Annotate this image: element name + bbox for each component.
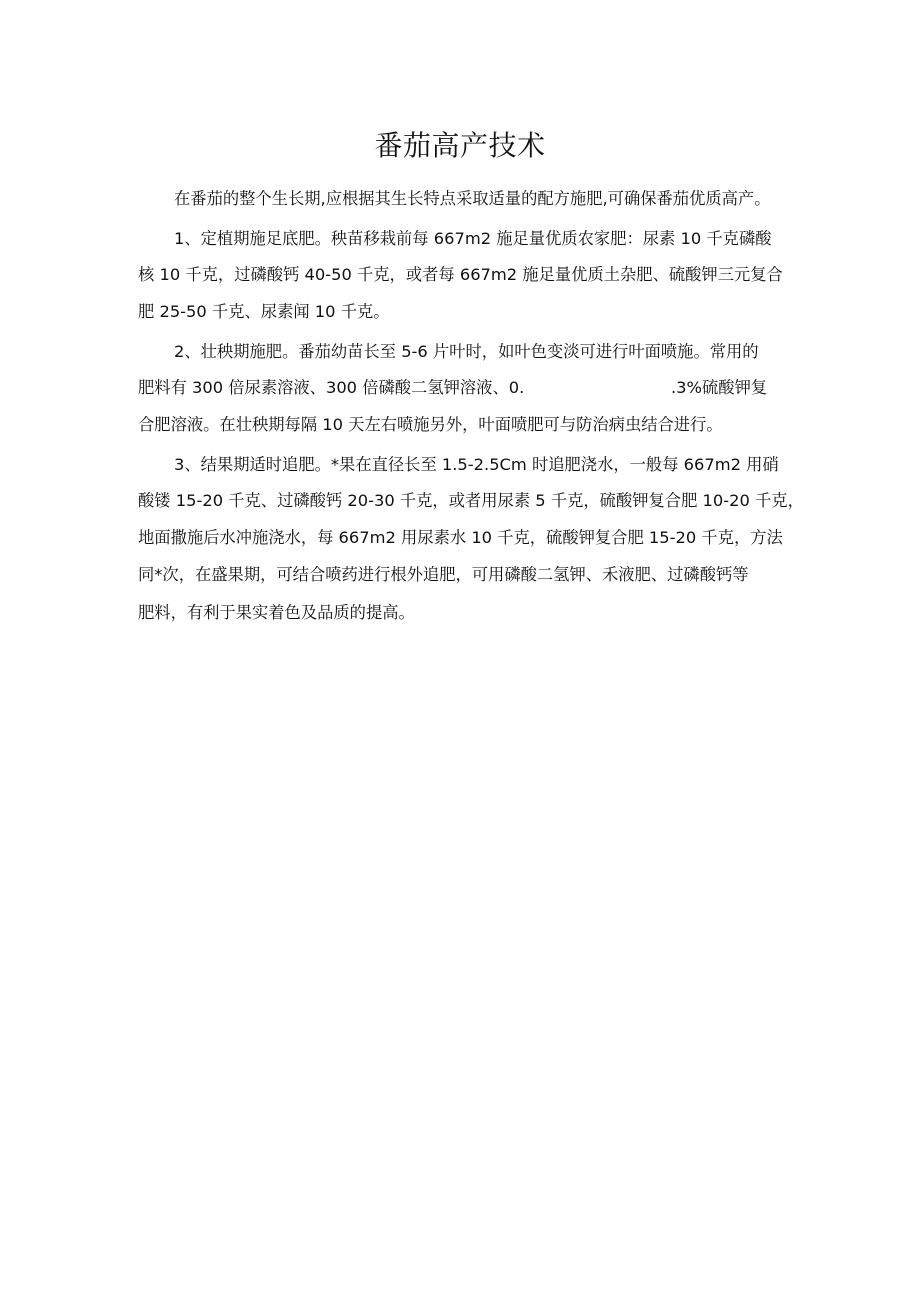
- section3-line4: 同*次，在盛果期，可结合喷药进行根外追肥，可用磷酸二氢钾、禾液肥、过磷酸钙等: [138, 565, 749, 584]
- section1-line3: 肥 25-50 千克、尿素闻 10 千克。: [138, 302, 390, 321]
- section1-line1: 1、定植期施足底肥。秧苗移栽前每 667m2 施足量优质农家肥：尿素 10 千克磷酸: [174, 229, 772, 248]
- section2-line2-right: .3%硫酸钾复: [671, 378, 768, 397]
- section3-line1: 3、结果期适时追肥。*果在直径长至 1.5-2.5Cm 时追肥浇水，一般每 667m2 用硝: [174, 455, 779, 474]
- section3-line5: 肥料，有利于果实着色及品质的提高。: [138, 603, 415, 622]
- section3-line3: 地面撒施后水冲施浇水，每 667m2 用尿素水 10 千克，硫酸钾复合肥 15-20 千克，方法: [138, 528, 783, 547]
- section3-line2: 酸镂 15-20 千克、过磷酸钙 20-30 千克，或者用尿素 5 千克，硫酸钾复合肥 10-20 千克，: [138, 491, 804, 510]
- document-title: 番茄高产技术: [374, 129, 546, 162]
- section1-line2: 核 10 千克，过磷酸钙 40-50 千克，或者每 667m2 施足量优质土杂肥、硫酸钾三元复合: [138, 265, 783, 284]
- section2-line2-left: 肥料有 300 倍尿素溶液、300 倍磷酸二氢钾溶液、0.: [138, 378, 525, 397]
- section2-line3: 合肥溶液。在壮秧期每隔 10 天左右喷施另外，叶面喷肥可与防治病虫结合进行。: [138, 415, 723, 434]
- section2-line1: 2、壮秧期施肥。番茄幼苗长至 5-6 片叶时，如叶色变淡可进行叶面喷施。常用的: [174, 342, 759, 361]
- intro-paragraph: 在番茄的整个生长期,应根据其生长特点采取适量的配方施肥,可确保番茄优质高产。: [174, 189, 771, 208]
